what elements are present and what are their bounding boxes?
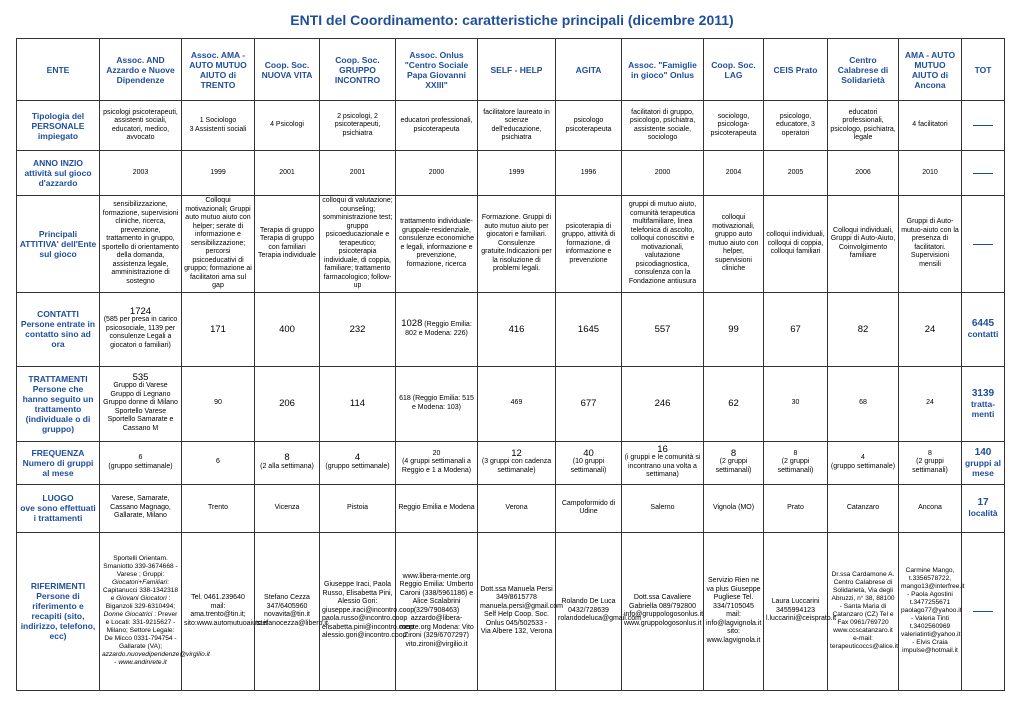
table-cell: Formazione. Gruppi di auto mutuo aiuto per giocatori e familiari. Consulenze gratuite.Indicazioni per la risoluzione di problemi legali. xyxy=(478,196,556,293)
cell-note: (2 alla settimana) xyxy=(260,462,314,470)
header-cell: ENTE xyxy=(17,39,100,101)
table-cell: educatori professionali, psicoterapeuta xyxy=(396,101,478,151)
cell-number: 4 xyxy=(861,454,865,461)
table-cell: 232 xyxy=(320,292,396,366)
table-row xyxy=(17,366,1005,441)
table-cell: Prato xyxy=(764,484,828,532)
dash-mark xyxy=(973,173,993,174)
table-cell: 469 xyxy=(478,366,556,441)
table-cell: Giuseppe Iraci, Paola Russo, Elisabetta Pini, Alessio Gori: giuseppe.iraci@incontro.coop paola.russo@incontro.coop elisabetta.pini@incontro.coop alessio.gori@incontro.coop xyxy=(320,532,396,690)
tot-label: tratta- menti xyxy=(970,398,996,419)
tot-label: località xyxy=(968,508,998,518)
table-cell: 2005 xyxy=(764,151,828,196)
cell-text: : Prever e Locati: 331-9215627 - Milano; Settore Legale: De Micco 0331-794754 - Gallarate (VA); xyxy=(104,611,178,650)
cell-number: 12 xyxy=(511,447,522,459)
cell-number: 535 xyxy=(132,371,149,383)
table-cell: 2001 xyxy=(320,151,396,196)
table-cell: 2001 xyxy=(255,151,320,196)
table-cell: Gruppi di Auto-mutuo-aiuto con la presenza di facilitatori. Supervisioni mensili xyxy=(899,196,962,293)
dash-mark xyxy=(973,125,993,126)
tot-number: 3139 xyxy=(971,387,995,399)
table-cell: gruppi di mutuo aiuto, comunità terapeutica multifamiliare, linea telefonica di ascolto, colloqui conoscitivi e motivazionali, valutazione psicodiagnostica, consulenza con la Fondazione antiusura xyxy=(622,196,704,293)
cell-note: (Reggio Emilia: 802 e Modena: 226) xyxy=(405,321,472,337)
table-cell: 1645 xyxy=(556,292,622,366)
table-cell: www.libera-mente.org Reggio Emilia: Umberto Caroni (338/5961186) e Alice Scalabrini (329/7908463) azzardo@libera-mente.org Modena: Vito Zironi (329/6707297) vito.zironi@virgilio.it xyxy=(396,532,478,690)
table-cell: psicoterapia di gruppo, attività di formazione, di informazione e prevenzione xyxy=(556,196,622,293)
table-cell: sociologo, psicologa-psicoterapeuta xyxy=(704,101,764,151)
header-cell: CEIS Prato xyxy=(764,39,828,101)
table-row xyxy=(17,441,1005,484)
row-header: TRATTAMENTI Persone che hanno seguito un trattamento (individuale o di gruppo) xyxy=(17,366,100,441)
table-cell: sensibilizzazione, formazione, supervisioni cliniche, ricerca, prevenzione, trattamento in gruppo, sportello di orientamento della domanda, assistenza legale, amministrazione di sostegno xyxy=(100,196,182,293)
cell-number: 4 xyxy=(354,452,361,463)
table-row xyxy=(17,484,1005,532)
table-cell xyxy=(182,441,255,484)
table-cell: Rolando De Luca 0432/728639 rolandodeluca@gmail.com xyxy=(556,532,622,690)
table-cell: Campoformido di Udine xyxy=(556,484,622,532)
cell-text: : Capitanucci 338-1342318 e xyxy=(102,579,179,602)
table-cell: 90 xyxy=(182,366,255,441)
table-cell xyxy=(255,441,320,484)
table-row xyxy=(17,292,1005,366)
cell-note: (2 gruppi settimanali) xyxy=(912,458,948,474)
dash-mark xyxy=(973,244,993,245)
table-cell: psicologo, educatore, 3 operatori xyxy=(764,101,828,151)
table-cell xyxy=(100,532,210,690)
page-title: ENTI del Coordinamento: caratteristiche principali (dicembre 2011) xyxy=(290,12,734,28)
cell-note: (10 gruppi settimanali) xyxy=(570,458,607,474)
tot-cell xyxy=(962,292,1005,366)
table-cell: Trento xyxy=(182,484,255,532)
table-cell: Salerno xyxy=(622,484,704,532)
table-cell: colloqui motivazionali, gruppo auto mutuo aiuto con helper, supervisioni cliniche xyxy=(704,196,764,293)
table-cell: Catanzaro xyxy=(828,484,899,532)
tot-cell xyxy=(962,532,1005,690)
header-cell: Coop. Soc. GRUPPO INCONTRO xyxy=(320,39,396,101)
table-cell: 2 psicologi, 2 psicoterapeuti, psichiatra xyxy=(320,101,396,151)
table-cell: Verona xyxy=(478,484,556,532)
table-cell: psicologi psicoterapeuti, assistenti sociali, educatori, medico, avvocato xyxy=(100,101,182,151)
header-cell: TOT xyxy=(962,39,1005,101)
tot-label: gruppi al mese xyxy=(965,457,1001,478)
table-cell: Vicenza xyxy=(255,484,320,532)
table-cell: 114 xyxy=(320,366,396,441)
table-cell xyxy=(100,366,182,441)
cell-note: (i gruppi e le comunità si incontrano una volta a settimana) xyxy=(624,454,701,478)
tot-label: contatti xyxy=(967,329,999,339)
table-cell: facilitatore laureato in scienze dell'educazione, psichiatra xyxy=(478,101,556,151)
row-header: LUOGO ove sono effettuati i trattamenti xyxy=(17,484,100,532)
tot-number: 140 xyxy=(974,446,992,458)
table-cell: Dott.ssa Cavaliere Gabriella 089/792800 info@gruppologosonlus.it www.gruppologosonlus.it xyxy=(622,532,704,690)
table-cell: trattamento individuale-gruppale-residenziale, consulenze economiche e legali, informazione e prevenzione, formazione, ricerca xyxy=(396,196,478,293)
table-cell xyxy=(396,441,478,484)
table-cell: 416 xyxy=(478,292,556,366)
table-cell xyxy=(100,441,182,484)
cell-note: (3 gruppi con cadenza settimanale) xyxy=(481,458,552,474)
table-cell: 2000 xyxy=(622,151,704,196)
row-header: Principali ATTITIVA' dell'Ente sul gioco xyxy=(17,196,100,293)
table-cell: 2000 xyxy=(396,151,478,196)
table-cell: Reggio Emilia e Modena xyxy=(396,484,478,532)
cell-text: azzardo.nuovedipendenze@virgilio.it - www.andinrete.it xyxy=(102,651,210,666)
cell-note: (2 gruppi settimanali) xyxy=(715,458,752,474)
table-cell: Dr.ssa Cardamone A. Centro Calabrese di Solidarietà, Via degli Abruzzi, n° 38, 88100 - Santa Maria di Catanzaro (CZ) Tel e Fax 0961/769720 www.ccscatanzaro.it e-mail: terapeuticoccs@alice.it xyxy=(828,532,899,690)
table-cell: facilitatori di gruppo, psicologo, psichiatra, assistente sociale, sociologo xyxy=(622,101,704,151)
table-cell xyxy=(828,441,899,484)
cell-text: Giocatori+Familiari xyxy=(112,579,168,586)
table-cell: 1 Sociologo 3 Assistenti sociali xyxy=(182,101,255,151)
cell-note: (4 gruppi settimanali a Reggio e 1 a Modena) xyxy=(401,458,472,474)
row-header: Tipologia del PERSONALE impiegato xyxy=(17,101,100,151)
table-cell: 67 xyxy=(764,292,828,366)
tot-number: 6445 xyxy=(971,318,995,329)
table-cell: 246 xyxy=(622,366,704,441)
cell-number: 1028 xyxy=(401,318,423,329)
table-row xyxy=(17,532,1005,690)
table-cell: 30 xyxy=(764,366,828,441)
cell-number: 6 xyxy=(138,454,143,461)
table-cell xyxy=(396,292,478,366)
table-cell: 4 facilitatori xyxy=(899,101,962,151)
cell-number: 16 xyxy=(657,443,668,455)
header-row xyxy=(17,39,1005,101)
cell-number: 8 xyxy=(793,449,798,457)
table-cell: 1999 xyxy=(478,151,556,196)
table-row xyxy=(17,151,1005,196)
tot-cell xyxy=(962,366,1005,441)
table-cell: 557 xyxy=(622,292,704,366)
tot-cell xyxy=(962,484,1005,532)
row-header: RIFERIMENTI Persone di riferimento e recapiti (sito, indirizzo, telefono, ecc) xyxy=(17,532,100,690)
table-cell xyxy=(478,441,556,484)
table-cell: 171 xyxy=(182,292,255,366)
cell-number: 8 xyxy=(928,449,932,457)
table-cell: Laura Luccarini 3455994123 l.luccarini@ceisprato.it xyxy=(764,532,828,690)
tot-number: 17 xyxy=(977,497,989,508)
table-cell: colloqui di valutazione; counseling; somministrazione test; gruppo psicoeducazionale e terapeutico; psicoterapia individuale, di coppia, familiare; trattamento farmacologico; follow-up xyxy=(320,196,396,293)
header-cell: Assoc. Onlus "Centro Sociale Papa Giovanni XXIII" xyxy=(396,39,478,101)
table-cell: 206 xyxy=(255,366,320,441)
table-cell: psicologo psicoterapeuta xyxy=(556,101,622,151)
table-cell: 4 Psicologi xyxy=(255,101,320,151)
header-cell: AMA - AUTO MUTUO AIUTO di Ancona xyxy=(899,39,962,101)
table-cell xyxy=(556,441,622,484)
cell-text: Giovani Giocatori xyxy=(116,595,167,602)
table-cell: 24 xyxy=(899,366,962,441)
table-cell: 82 xyxy=(828,292,899,366)
table-cell: Stefano Cezza 347/6405960 novavita@tin.it stefanocezza@libero.it xyxy=(255,532,320,690)
cell-number: 6 xyxy=(216,458,220,466)
header-cell: Coop. Soc. LAG xyxy=(704,39,764,101)
cell-note: (585 per presa in carico psicosociale, 1139 per consulenze Legali a giocatori o familiari) xyxy=(103,316,178,349)
table-cell: 24 xyxy=(899,292,962,366)
table-cell: 2004 xyxy=(704,151,764,196)
table-row xyxy=(17,101,1005,151)
cell-text: : Biganzoli 329-6310494; xyxy=(105,595,176,610)
table-cell: Terapia di gruppo Terapia di gruppo con familiari Terapia individuale xyxy=(255,196,320,293)
table-cell: 1999 xyxy=(182,151,255,196)
table-cell xyxy=(320,441,396,484)
cell-note: (gruppo settimanale) xyxy=(830,462,896,470)
header-cell: SELF - HELP xyxy=(478,39,556,101)
table-cell: 62 xyxy=(704,366,764,441)
table-cell: 99 xyxy=(704,292,764,366)
table-cell: colloqui individuali, colloqui di coppia, colloqui familiari xyxy=(764,196,828,293)
table-cell: 68 xyxy=(828,366,899,441)
table-cell: 2006 xyxy=(828,151,899,196)
table-cell: 1996 xyxy=(556,151,622,196)
cell-number: 8 xyxy=(284,452,290,463)
cell-note: (gruppo settimanale) xyxy=(325,462,390,470)
row-header: ANNO INZIO attività sul gioco d'azzardo xyxy=(17,151,100,196)
table-cell: 677 xyxy=(556,366,622,441)
tot-cell xyxy=(962,101,1005,151)
cell-number: 40 xyxy=(583,447,594,459)
cell-note: (2 gruppi settimanali) xyxy=(777,458,814,474)
cell-number: 20 xyxy=(432,449,441,457)
table-cell: Varese, Samarate, Cassano Magnago, Gallarate, Milano xyxy=(100,484,182,532)
table-cell: Dott.ssa Manuela Persi 349/8615778 manuela.persi@gmail.com Self Help Coop. Soc. Onlus 045/502533 - Via Albere 132, Verona xyxy=(478,532,556,690)
table-cell: Vignola (MO) xyxy=(704,484,764,532)
table-cell xyxy=(899,441,962,484)
table-cell: Pistoia xyxy=(320,484,396,532)
header-cell: Assoc. "Famiglie in gioco" Onlus xyxy=(622,39,704,101)
table-cell: Servizio Rien ne va plus Giuseppe Pugliese Tel. 334/7105045 mail: info@lagvignola.it sito: www.lagvignola.it xyxy=(704,532,764,690)
table-cell xyxy=(622,441,704,484)
table-cell xyxy=(704,441,764,484)
table-cell: 2003 xyxy=(100,151,182,196)
row-header: CONTATTI Persone entrate in contatto sino ad ora xyxy=(17,292,100,366)
table-cell: Ancona xyxy=(899,484,962,532)
table-cell: Colloqui individuali, Gruppi di Auto-Aiuto, Coinvolgimento familiare xyxy=(828,196,899,293)
table-cell: Carmine Mango, t.3356578722, mango13@interfree.it - Paola Agostini t.3477255671 paolago77@yahoo.it - Valeria Tinti t.3402560969 valeriatinti@yahoo.it - Elvis Craia impulse@hotmail.it xyxy=(899,532,962,690)
table-cell: educatori professionali, psicologo, psichiatra, legale xyxy=(828,101,899,151)
header-cell: AGITA xyxy=(556,39,622,101)
tot-cell xyxy=(962,441,1005,484)
coordination-table xyxy=(16,38,1005,691)
cell-text: Donne Giocatrici xyxy=(103,611,153,618)
table-cell: 618 (Reggio Emilia: 515 e Modena: 103) xyxy=(396,366,478,441)
header-cell: Assoc. AMA - AUTO MUTUO AIUTO di TRENTO xyxy=(182,39,255,101)
table-cell xyxy=(764,441,828,484)
header-cell: Assoc. AND Azzardo e Nuove Dipendenze xyxy=(100,39,182,101)
cell-text: Sportelli Orientam. Smaniotto 339-3674668 - Varese ; Gruppi: xyxy=(103,555,178,578)
row-header: FREQUENZA Numero di gruppi al mese xyxy=(17,441,100,484)
tot-cell xyxy=(962,196,1005,293)
header-cell: Centro Calabrese di Solidarietà xyxy=(828,39,899,101)
dash-mark xyxy=(973,611,993,612)
table-cell: 400 xyxy=(255,292,320,366)
tot-cell xyxy=(962,151,1005,196)
cell-note: (gruppo settimanale) xyxy=(108,462,173,470)
cell-number: 8 xyxy=(730,447,737,459)
header-cell: Coop. Soc. NUOVA VITA xyxy=(255,39,320,101)
cell-note: Gruppo di Varese Gruppo di Legnano Gruppo donne di Milano Sportello Varese Sportello Samarate e Cassano M xyxy=(103,382,178,432)
table-cell: Tel. 0461.239640 mail: ama.trento@tin.it; sito:www.automutuoaiuto.it xyxy=(182,532,255,690)
table-cell: 2010 xyxy=(899,151,962,196)
table-cell: Colloqui motivazionali; Gruppi auto mutuo aiuto con helper; serate di informazione e sensibilizzazione; percorsi psicoeducativi di gruppo; formazione ai facilitatori ama sul gap xyxy=(182,196,255,293)
table-row xyxy=(17,196,1005,293)
cell-number: 1724 xyxy=(129,305,152,317)
table-cell xyxy=(100,292,182,366)
